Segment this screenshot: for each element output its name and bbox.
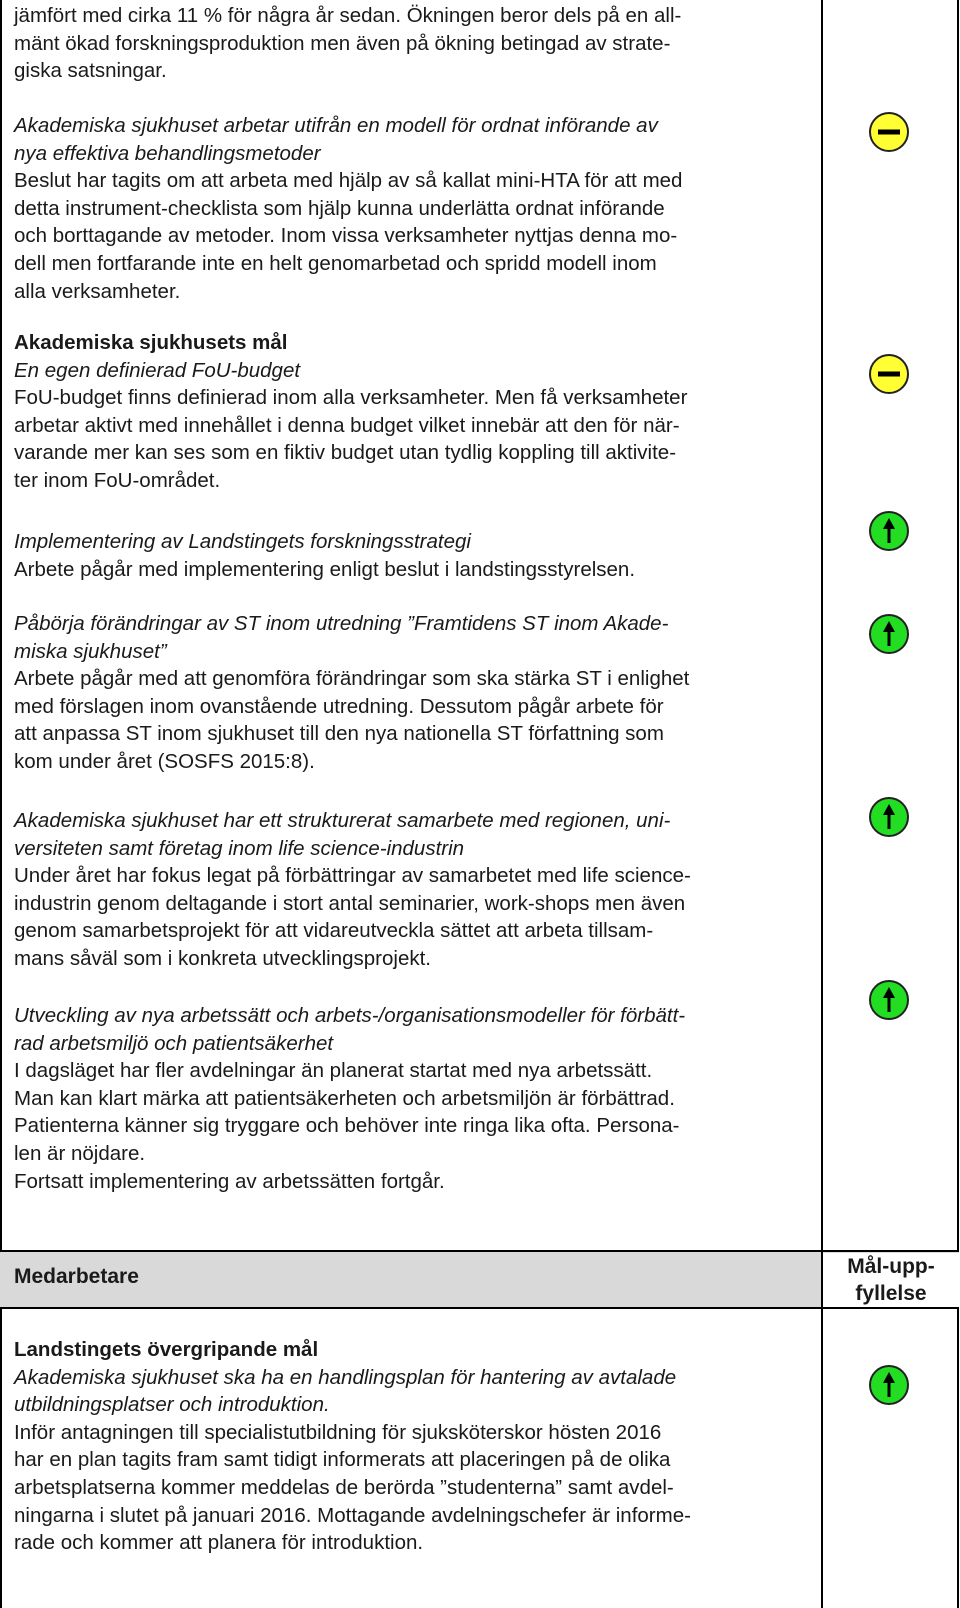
text-line: ningarna i slutet på januari 2016. Mottagande avdelningschefer är informe- — [14, 1503, 691, 1527]
header-divider — [821, 1250, 823, 1309]
green-up-arrow-icon — [868, 1364, 910, 1406]
text-line: rade och kommer att planera för introduktion. — [14, 1531, 424, 1555]
green-up-arrow-icon — [868, 979, 910, 1021]
section-utbildningsplatser — [14, 1336, 814, 1557]
text-line: giska satsningar. — [14, 59, 167, 83]
table-left-border — [0, 0, 2, 1608]
section-st-utredning — [14, 610, 814, 776]
text-line: arbetar aktivt med innehållet i denna budget vilket innebär att den för när- — [14, 413, 680, 437]
text-line: alla verksamheter. — [14, 279, 181, 303]
text-line: Fortsatt implementering av arbetssätten fortgår. — [14, 1169, 445, 1193]
text-line: Under året har fokus legat på förbättringar av samarbetet med life science- — [14, 864, 691, 888]
section-heading: Akademiska sjukhuset har ett strukturerat samarbete med regionen, uni- — [14, 809, 671, 832]
section-heading: rad arbetsmiljö och patientsäkerhet — [14, 1031, 334, 1055]
section-heading-bold: Landstingets övergripande mål — [14, 1338, 319, 1361]
header-label-line: Mål-upp- — [847, 1255, 935, 1278]
section-heading: Implementering av Landstingets forskningsstrategi — [14, 530, 471, 553]
section-ordnat-inforande — [14, 112, 814, 305]
section-fou-budget — [14, 329, 814, 495]
section-heading-bold: Akademiska sjukhusets mål — [14, 331, 288, 354]
section-heading: Påbörja förändringar av ST inom utredning ”Framtidens ST inom Akade- — [14, 612, 669, 635]
text-line: ter inom FoU-området. — [14, 468, 221, 492]
header-mal-uppfyllelse — [823, 1253, 959, 1307]
green-up-arrow-icon — [868, 613, 910, 655]
section-samarbete — [14, 807, 814, 973]
green-up-arrow-icon — [868, 510, 910, 552]
section-heading: utbildningsplatser och introduktion. — [14, 1393, 330, 1417]
text-line: mans såväl som i konkreta utvecklingsprojekt. — [14, 946, 432, 970]
text-line: len är nöjdare. — [14, 1141, 146, 1165]
green-up-arrow-icon — [868, 796, 910, 838]
text-line: Inför antagningen till specialistutbildning för sjuksköterskor hösten 2016 — [14, 1420, 662, 1444]
text-line: FoU-budget finns definierad inom alla verksamheter. Men få verksamheter — [14, 386, 688, 410]
yellow-minus-icon — [868, 353, 910, 395]
section-heading: versiteten samt företag inom life science-industrin — [14, 836, 465, 860]
section-heading: miska sjukhuset” — [14, 639, 167, 663]
section-heading: Akademiska sjukhuset arbetar utifrån en modell för ordnat införande av — [14, 114, 658, 137]
table-divider — [821, 0, 823, 1608]
header-band — [0, 1252, 959, 1307]
text-line: industrin genom deltagande i stort antal seminarier, work-shops men även — [14, 891, 686, 915]
text-line: genom samarbetsprojekt för att vidareutveckla sättet att arbeta tillsam- — [14, 919, 654, 943]
text-line: kom under året (SOSFS 2015:8). — [14, 749, 315, 773]
text-line: mänt ökad forskningsproduktion men även på ökning betingad av strate- — [14, 31, 671, 55]
section-forskningsstrategi — [14, 528, 814, 583]
section-heading: En egen definierad FoU-budget — [14, 358, 301, 382]
text-line: Man kan klart märka att patientsäkerheten och arbetsmiljön är förbättrad. — [14, 1086, 675, 1110]
text-line: och borttagande av metoder. Inom vissa verksamheter nyttjas denna mo- — [14, 224, 678, 248]
section-heading: nya effektiva behandlingsmetoder — [14, 141, 321, 165]
header-medarbetare: Medarbetare — [14, 1265, 139, 1288]
top-paragraph — [14, 2, 814, 85]
text-line: Arbete pågår med implementering enligt beslut i landstingsstyrelsen. — [14, 557, 636, 581]
text-line: arbetsplatserna kommer meddelas de berörda ”studenterna” samt avdel- — [14, 1475, 674, 1499]
text-line: att anpassa ST inom sjukhuset till den nya nationella ST författning som — [14, 722, 664, 746]
text-line: Beslut har tagits om att arbeta med hjälp av så kallat mini-HTA för att med — [14, 169, 683, 193]
header-label-line: fyllelse — [855, 1282, 927, 1305]
text-line: med förslagen inom ovanstående utredning. Dessutom pågår arbete för — [14, 694, 664, 718]
text-line: varande mer kan ses som en fiktiv budget utan tydlig koppling till aktivite- — [14, 441, 677, 465]
yellow-minus-icon — [868, 111, 910, 153]
text-line: detta instrument-checklista som hjälp kunna underlätta ordnat införande — [14, 196, 665, 220]
text-line: Patienterna känner sig tryggare och behöver inte ringa lika ofta. Persona- — [14, 1114, 680, 1138]
text-line: dell men fortfarande inte en helt genomarbetad och spridd modell inom — [14, 251, 657, 275]
section-heading: Utveckling av nya arbetssätt och arbets-/organisationsmodeller för förbätt- — [14, 1004, 686, 1027]
header-bottom-border — [0, 1307, 959, 1309]
text-line: I dagsläget har fler avdelningar än planerat startat med nya arbetssätt. — [14, 1059, 653, 1083]
section-heading: Akademiska sjukhuset ska ha en handlingsplan för hantering av avtalade — [14, 1365, 677, 1389]
text-line: har en plan tagits fram samt tidigt informerats att placeringen på de olika — [14, 1448, 671, 1472]
text-line: jämfört med cirka 11 % för några år sedan. Ökningen beror dels på en all- — [14, 4, 682, 27]
section-arbetssatt — [14, 1002, 814, 1195]
table-right-border — [957, 0, 959, 1608]
text-line: Arbete pågår med att genomföra förändringar som ska stärka ST i enlighet — [14, 667, 690, 691]
